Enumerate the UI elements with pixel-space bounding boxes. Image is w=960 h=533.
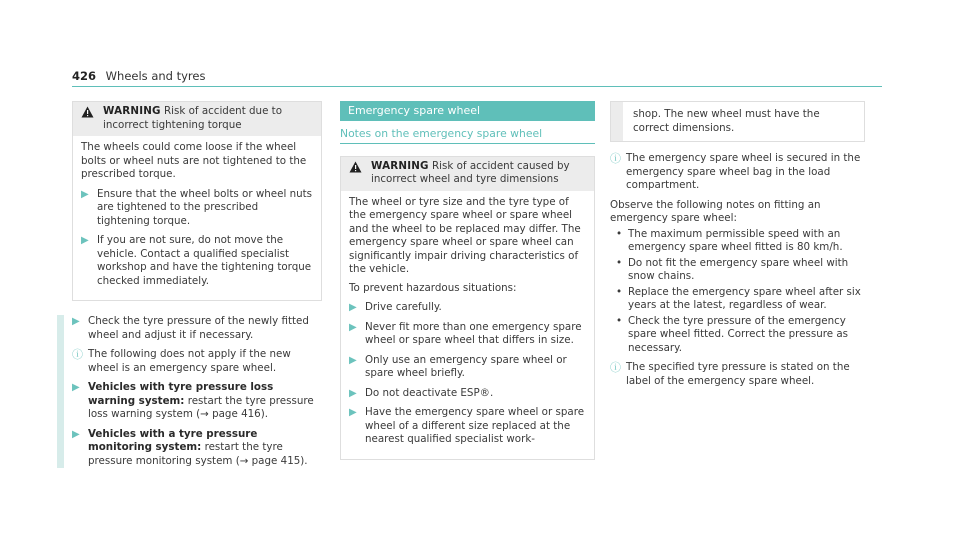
- step-check-pressure: ▶ Check the tyre pressure of the newly fitted wheel and adjust it if necessary.: [72, 315, 309, 341]
- warning-header: [73, 102, 321, 136]
- column-2: [340, 101, 595, 460]
- info-icon: ⓘ: [610, 361, 621, 374]
- step-arrow-icon: ▶: [349, 407, 357, 418]
- info-note: ⓘ The following does not apply if the new wheel is an emergency spare wheel.: [72, 348, 291, 374]
- step-arrow-icon: ▶: [72, 316, 80, 327]
- warning-text: The wheels could come loose if the wheel bolts or wheel nuts are not tightened to the prescribed torque.: [81, 141, 307, 180]
- step-arrow-icon: ▶: [349, 354, 357, 366]
- step-arrow-icon: ▶: [349, 302, 357, 313]
- warning-step: ▶ Do not deactivate ESP®.: [349, 386, 494, 399]
- info-note: ⓘ The specified tyre pressure is stated on the label of the emergency spare wheel.: [610, 361, 850, 387]
- warning-intro: To prevent hazardous situations:: [349, 281, 517, 294]
- step-arrow-icon: ▶: [81, 188, 89, 200]
- section-title-bar: Emergency spare wheel: [340, 101, 595, 121]
- list-item: • The maximum permissible speed with an emergency spare wheel fitted is 80 km/h.: [616, 227, 843, 253]
- warning-step: ▶ Drive carefully.: [349, 301, 442, 313]
- warning-heading: Risk of accident due to incorrect tightening torque: [103, 105, 283, 131]
- warning-label: WARNING: [371, 159, 429, 172]
- warning-box-torque: [72, 101, 322, 301]
- page-section-title: Wheels and tyres: [105, 69, 206, 83]
- warning-body: [341, 191, 594, 459]
- column-3: [610, 101, 865, 394]
- step-arrow-icon: ▶: [349, 387, 357, 399]
- step-arrow-icon: ▶: [81, 235, 89, 246]
- info-icon: ⓘ: [72, 348, 83, 361]
- observe-text: Observe the following notes on fitting an emergency spare wheel:: [610, 198, 821, 224]
- step-arrow-icon: ▶: [72, 382, 80, 393]
- column-1: [72, 101, 322, 472]
- warning-step: ▶ Have the emergency spare wheel or spare wheel of a different size replaced at the nearest qualified specialist work-: [349, 406, 585, 445]
- header-divider: [72, 86, 882, 87]
- warning-step: ▶ Only use an emergency spare wheel or spare wheel briefly.: [349, 353, 567, 379]
- warning-header: [341, 157, 594, 191]
- step-arrow-icon: ▶: [349, 321, 357, 333]
- page-number: 426: [72, 69, 97, 83]
- step-monitoring: ▶ Vehicles with a tyre pressure monitoring system: restart the tyre pressure monitoring system (→ page 415).: [72, 427, 308, 467]
- sub-heading: Notes on the emergency spare wheel: [340, 127, 595, 144]
- warning-text: The wheel or tyre size and the tyre type of the emergency spare wheel or spare wheel and the wheel to be replaced may differ. The emergency spare wheel or spare wheel can significantly impair driving characteristics of the vehicle.: [349, 195, 581, 275]
- info-icon: ⓘ: [610, 152, 621, 165]
- warning-continued: [610, 101, 865, 142]
- page-header: [72, 69, 205, 83]
- continued-text: shop. The new wheel must have the correct dimensions.: [633, 108, 820, 134]
- list-item: • Check the tyre pressure of the emergency spare wheel fitted. Correct the pressure as necessary.: [616, 314, 849, 354]
- warning-heading: Risk of accident caused by incorrect wheel and tyre dimensions: [371, 159, 570, 185]
- step-arrow-icon: ▶: [72, 428, 80, 440]
- warning-triangle-icon: [349, 160, 371, 173]
- list-item: • Do not fit the emergency spare wheel with snow chains.: [616, 256, 849, 282]
- warning-box-dimensions: [340, 156, 595, 460]
- step-loss-warning: ▶ Vehicles with tyre pressure loss warning system: restart the tyre pressure loss warning system (→ page 416).: [72, 381, 314, 420]
- info-note: ⓘ The emergency spare wheel is secured in the emergency spare wheel bag in the load compartment.: [610, 152, 861, 191]
- warning-step: ▶ Ensure that the wheel bolts or wheel nuts are tightened to the prescribed tightening torque.: [81, 187, 313, 227]
- warning-label: WARNING: [103, 105, 161, 117]
- warning-step: ▶ If you are not sure, do not move the vehicle. Contact a qualified specialist workshop and have the tightening torque checked immediately.: [81, 234, 312, 287]
- warning-triangle-icon: [81, 105, 103, 118]
- warning-step: ▶ Never fit more than one emergency spare wheel or spare wheel that differs in size.: [349, 320, 582, 346]
- notes-list: [610, 228, 865, 356]
- list-item: • Replace the emergency spare wheel after six years at the latest, regardless of wear.: [616, 285, 861, 311]
- instruction-block: [57, 315, 322, 468]
- warning-body: [73, 136, 321, 300]
